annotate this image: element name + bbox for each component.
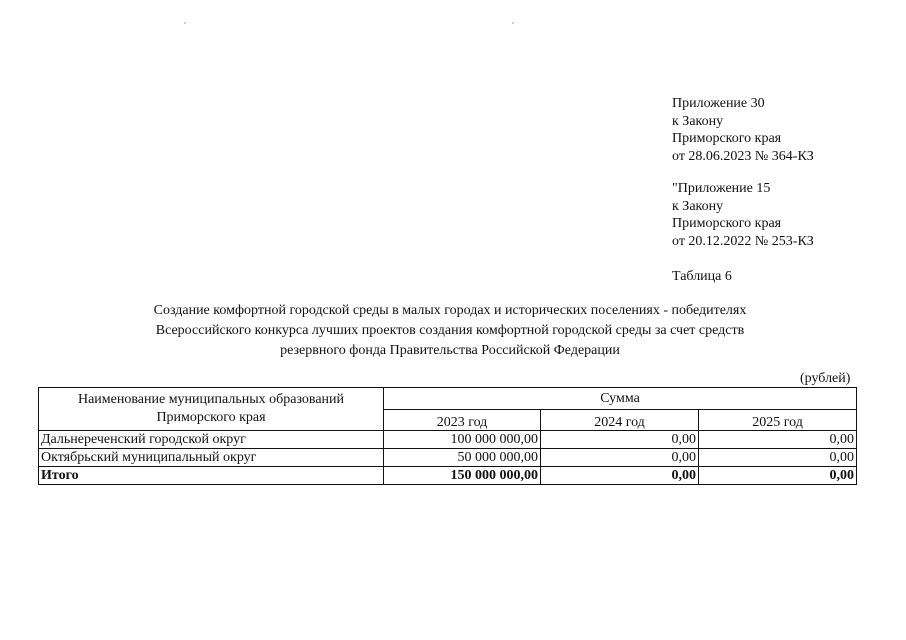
appendix-current-block — [672, 95, 814, 165]
municipality-column-header — [39, 388, 384, 431]
scan-speck — [184, 22, 186, 24]
title-line3: резервного фонда Правительства Российской Федерации — [280, 343, 620, 358]
title-line1: Создание комфортной городской среды в малых городах и исторических поселениях - победителях — [153, 303, 747, 318]
funding-table — [38, 387, 857, 485]
year-header-2024: 2024 год — [541, 409, 699, 431]
amount-2025: 0,00 — [699, 431, 857, 449]
appendix-current-line1: Приложение 30 — [672, 96, 765, 111]
amount-2025: 0,00 — [699, 449, 857, 467]
total-2023: 150 000 000,00 — [384, 467, 541, 485]
document-title — [60, 301, 840, 361]
appendix-previous-line1: "Приложение 15 — [672, 181, 771, 196]
amount-2023: 100 000 000,00 — [384, 431, 541, 449]
appendix-current-line3: Приморского края — [672, 131, 782, 146]
municipality-header-line2: Приморского края — [156, 410, 266, 425]
municipality-header-line1: Наименование муниципальных образований — [77, 392, 345, 407]
title-line2: Всероссийского конкурса лучших проектов создания комфортной городской среды за счет средств — [155, 323, 745, 338]
scan-speck — [512, 22, 514, 24]
amount-2024: 0,00 — [541, 449, 699, 467]
year-header-2023: 2023 год — [384, 409, 541, 431]
municipality-name: Октябрьский муниципальный округ — [39, 449, 384, 467]
total-row — [39, 467, 857, 485]
total-2025: 0,00 — [699, 467, 857, 485]
table-header-row — [39, 388, 857, 410]
appendix-previous-line3: Приморского края — [672, 216, 782, 231]
sum-column-header: Сумма — [384, 388, 857, 410]
appendix-previous-block — [672, 180, 814, 250]
amount-2023: 50 000 000,00 — [384, 449, 541, 467]
appendix-current-line4: от 28.06.2023 № 364-КЗ — [672, 148, 814, 164]
table-row — [39, 431, 857, 449]
table-number: Таблица 6 — [672, 269, 732, 284]
table-row — [39, 449, 857, 467]
appendix-previous-line2: к Закону — [672, 198, 724, 214]
municipality-name: Дальнереченский городской округ — [39, 431, 384, 449]
unit-label: (рублей) — [800, 371, 851, 386]
total-2024: 0,00 — [541, 467, 699, 485]
appendix-current-line2: к Закону — [672, 113, 724, 129]
total-label: Итого — [39, 467, 384, 485]
amount-2024: 0,00 — [541, 431, 699, 449]
appendix-previous-line4: от 20.12.2022 № 253-КЗ — [672, 233, 814, 249]
year-header-2025: 2025 год — [699, 409, 857, 431]
